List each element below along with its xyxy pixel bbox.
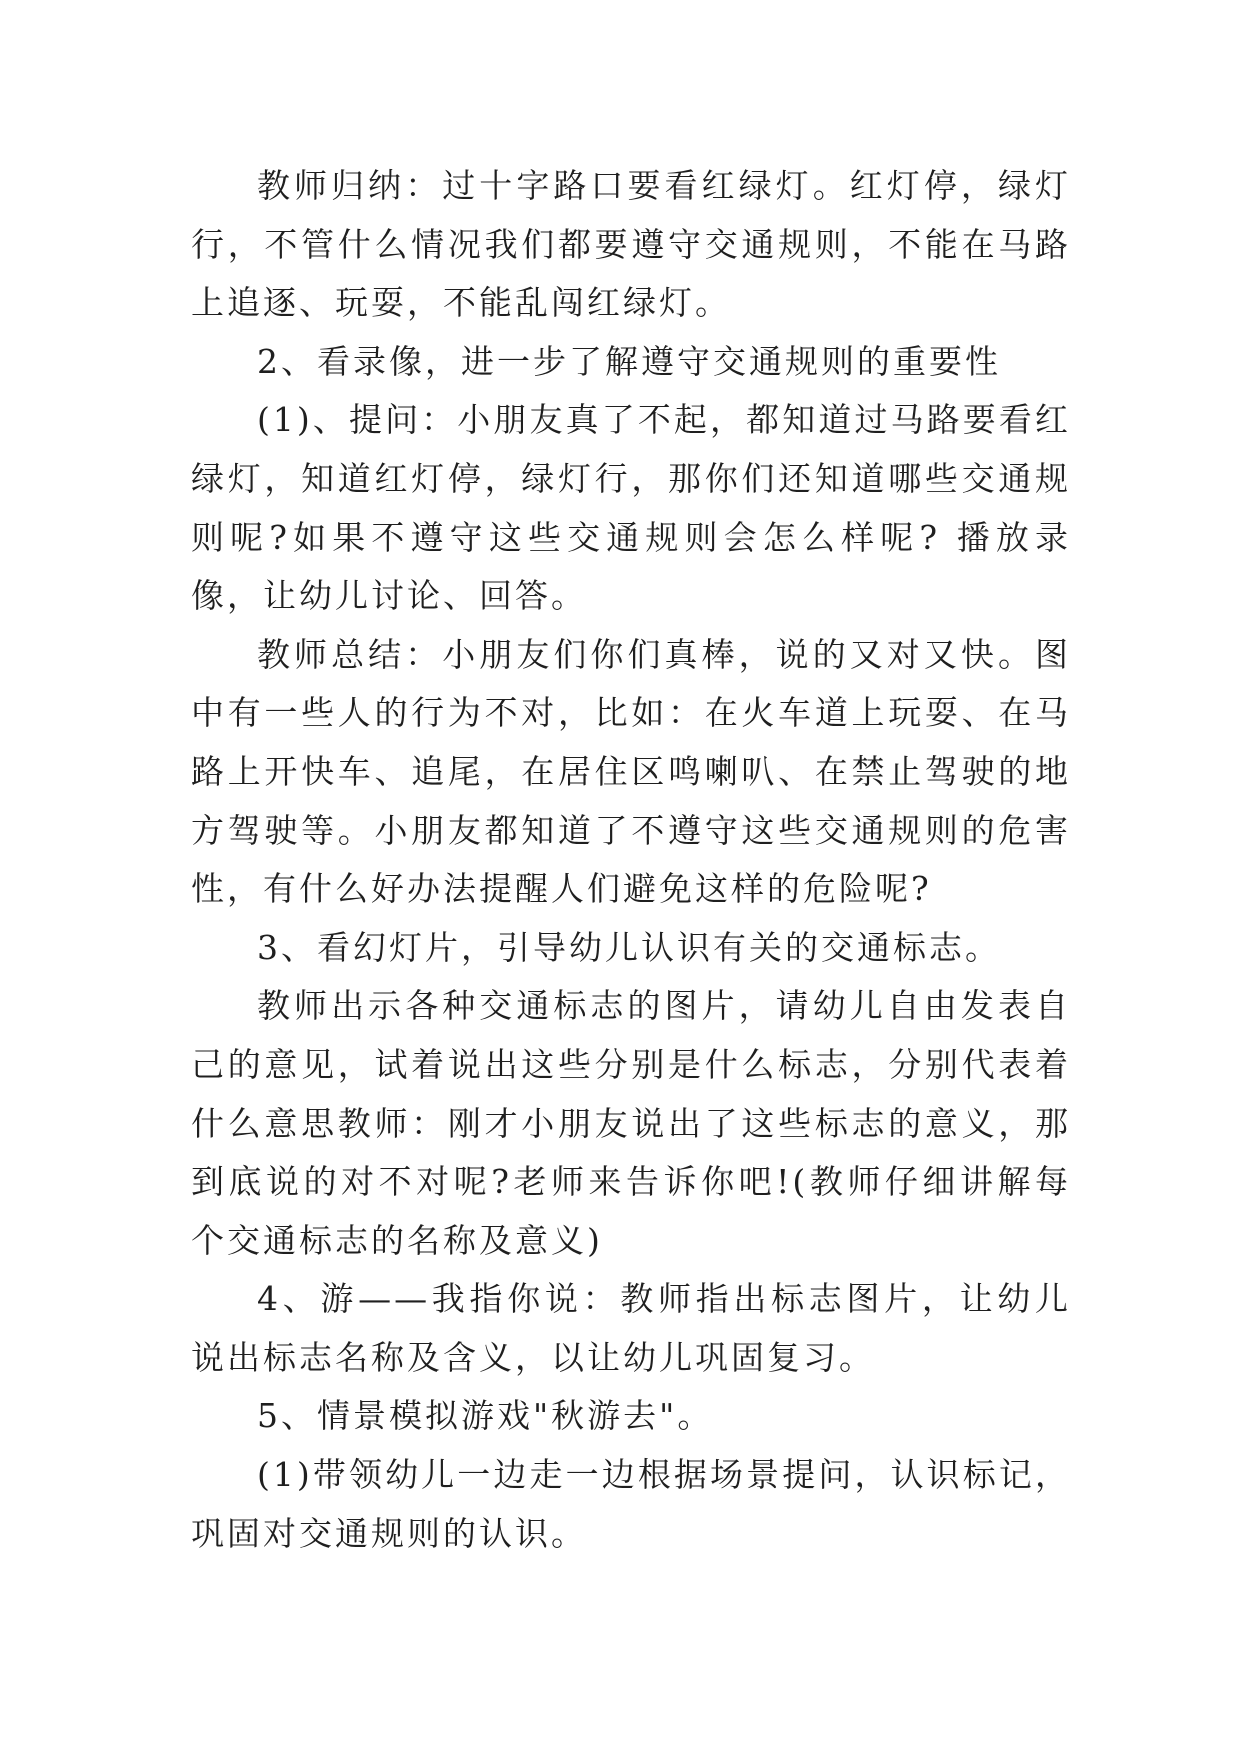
paragraph-step-2-question: (1)、提问：小朋友真了不起，都知道过马路要看红绿灯，知道红灯停，绿灯行，那你们还知道哪些交通规则呢?如果不遵守这些交通规则会怎么样呢? 播放录像，让幼儿讨论、回答。 [191,400,1071,616]
paragraph-teacher-summary-crossing: 教师归纳：过十字路口要看红绿灯。红灯停，绿灯行，不管什么情况我们都要遵守交通规则，不能在马路上追逐、玩耍，不能乱闯红绿灯。 [191,166,1071,323]
paragraph-step-4-game: 4、游——我指你说：教师指出标志图片，让幼儿说出标志名称及含义，以让幼儿巩固复习。 [191,1279,1071,1377]
paragraph-step-5-walk: (1)带领幼儿一边走一边根据场景提问，认识标记，巩固对交通规则的认识。 [191,1455,1071,1553]
paragraph-step-3-signs: 教师出示各种交通标志的图片，请幼儿自由发表自己的意见，试着说出这些分别是什么标志，分别代表着什么意思教师：刚才小朋友说出了这些标志的意义，那到底说的对不对呢?老师来告诉你吧!(教师仔细讲解每个交通标志的名称及意义) [191,986,1071,1260]
paragraph-step-3-heading: 3、看幻灯片，引导幼儿认识有关的交通标志。 [257,927,1001,967]
paragraph-step-2-heading: 2、看录像，进一步了解遵守交通规则的重要性 [257,341,1001,381]
document-body [191,157,1071,1563]
paragraph-step-5-heading: 5、情景模拟游戏"秋游去"。 [257,1396,714,1436]
paragraph-teacher-conclusion: 教师总结：小朋友们你们真棒，说的又对又快。图中有一些人的行为不对，比如：在火车道上玩耍、在马路上开快车、追尾，在居住区鸣喇叭、在禁止驾驶的地方驾驶等。小朋友都知道了不遵守这些交通规则的危害性，有什么好办法提醒人们避免这样的危险呢? [191,634,1071,909]
